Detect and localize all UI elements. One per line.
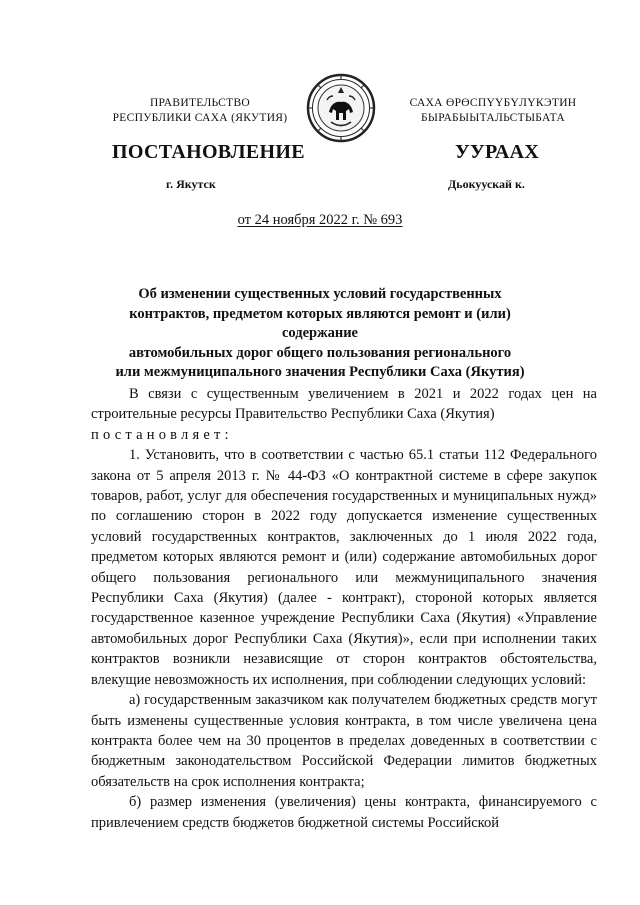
item-1-paragraph: 1. Установить, что в соответствии с частью 65.1 статьи 112 Федерального закона от 5 апреля 2013 г. № 44-ФЗ «О контрактной системе в сфере закупок товаров, работ, услуг для обеспечения государственных и муниципальных нужд» по соглашению сторон в 2022 году допускается изменение существенных условий государственных контрактов, заключенных до 1 июля 2022 года, предметом которых являются ремонт и (или) содержание автомобильных дорог общего пользования регионального или межмуниципального значения Республики Саха (Якутия) (далее - контракт), стороной которых является государственное казенное учреждение Республики Саха (Якутия) «Управление автомобильных дорог Республики Саха (Якутия)», если при исполнении таких контрактов возникли независящие от сторон контрактов обстоятельства, влекущие невозможность их исполнения, при соблюдении следующих условий: — [91, 447, 597, 688]
issuer-name-sah — [378, 96, 608, 126]
subject-line: Об изменении существенных условий государственных — [138, 286, 502, 302]
preamble-paragraph — [91, 384, 597, 445]
coat-of-arms-icon — [305, 72, 377, 144]
issuer-name-ru — [100, 96, 300, 126]
city-ru: г. Якутск — [166, 177, 216, 191]
preamble-text: В связи с существенным увеличением в 2021 и 2022 годах цен на строительные ресурсы Правительство Республики Саха (Якутия) — [91, 386, 597, 423]
document-body — [91, 384, 597, 833]
document-date-number: от 24 ноября 2022 г. № 693 — [237, 212, 403, 228]
issuer-line: БЫРАБЫЫТАЛЬСТЫБАТА — [420, 112, 566, 124]
item-1b-paragraph: б) размер изменения (увеличения) цены контракта, финансируемого с привлечением средств бюджетов бюджетной системы Российской — [91, 794, 597, 831]
city-sah: Дьокуускай к. — [448, 177, 525, 191]
document-subject — [90, 285, 550, 383]
subject-line: контрактов, предметом которых являются ремонт и (или) содержание — [129, 305, 511, 341]
issuer-line: САХА ӨРӨСПҮҮБҮЛҮКЭТИН — [409, 97, 577, 109]
issuer-line: РЕСПУБЛИКИ САХА (ЯКУТИЯ) — [112, 112, 288, 124]
subject-line: автомобильных дорог общего пользования регионального — [128, 344, 512, 361]
subject-line: или межмуниципального значения Республики Саха (Якутия) — [115, 364, 525, 380]
item-1a-paragraph: а) государственным заказчиком как получателем бюджетных средств могут быть изменены существенные условия контракта, в том числе увеличена цена контракта более чем на 30 процентов в пределах доведенных в соответствии с бюджетным законодательством Российской Федерации лимитов бюджетных обязательств на срок исполнения контракта; — [91, 692, 597, 790]
decree-word: постановляет: — [91, 426, 233, 443]
issuer-line: ПРАВИТЕЛЬСТВО — [149, 97, 251, 109]
doc-type-ru: ПОСТАНОВЛЕНИЕ — [112, 141, 305, 163]
doc-type-sah: УУРААХ — [455, 141, 540, 163]
